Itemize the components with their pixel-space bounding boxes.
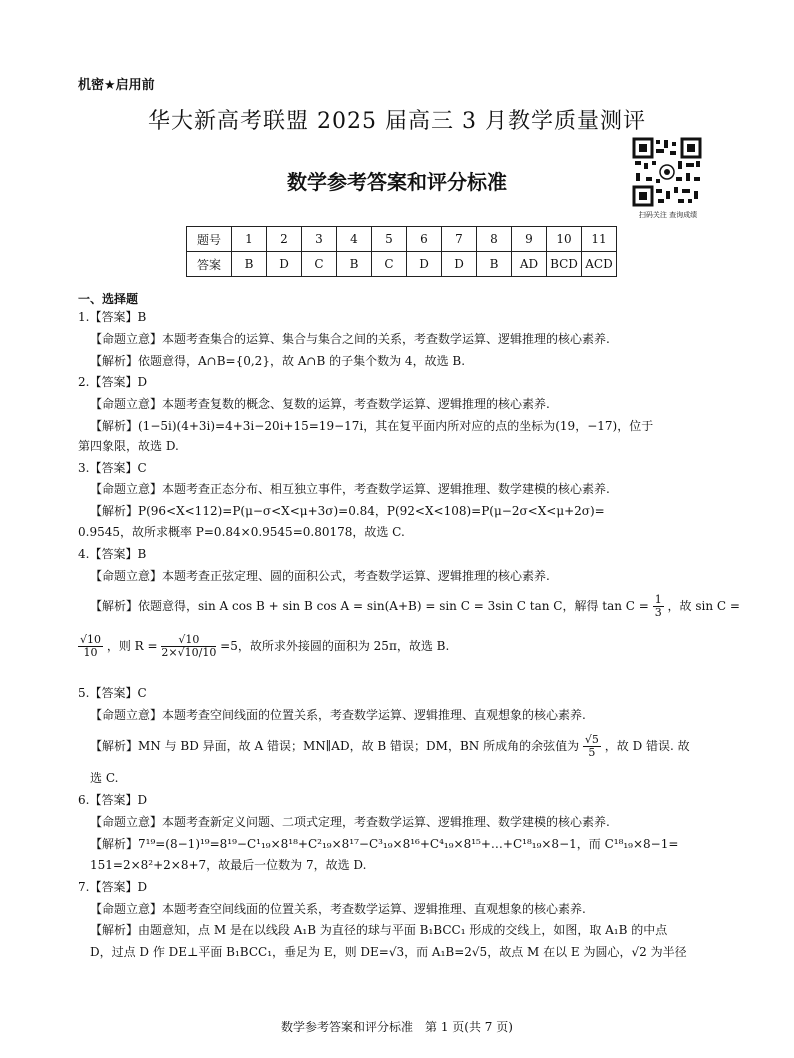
table-cell: D (442, 252, 477, 277)
q5-analysis-text: 【解析】MN 与 BD 异面，故 A 错误；MN∥AD，故 B 错误；DM，BN 所成角的余弦值为 (90, 739, 580, 753)
qr-caption: 扫码关注 查询成绩 (638, 211, 698, 219)
fraction-denominator: 10 (83, 646, 98, 659)
page-footer: 数学参考答案和评分标准 第 1 页(共 7 页) (281, 1020, 513, 1034)
table-cell: 3 (302, 227, 337, 252)
q4-analysis-cont (78, 634, 449, 659)
exam-title: 华大新高考联盟 2025 届高三 3 月教学质量测评 (148, 109, 646, 134)
table-cell: 8 (477, 227, 512, 252)
q5-intent: 【命题立意】本题考查空间线面的位置关系，考查数学运算、逻辑推理、直观想象的核心素养. (90, 708, 586, 722)
q4-analysis-text-tail: ，故 sin C = (667, 599, 740, 613)
fraction-numerator: √10 (80, 633, 102, 646)
fraction (161, 634, 216, 659)
table-cell: BCD (547, 252, 582, 277)
table-cell: B (337, 252, 372, 277)
answer-table-answer-row (187, 252, 617, 277)
q1-intent: 【命题立意】本题考查集合的运算、集合与集合之间的关系，考查数学运算、逻辑推理的核心素养. (90, 332, 610, 346)
fraction (653, 594, 664, 619)
table-cell: AD (512, 252, 547, 277)
q4-analysis-mid: ，则 R = (106, 639, 158, 653)
table-header-cell: 答案 (187, 252, 232, 277)
table-cell: 11 (582, 227, 617, 252)
fraction-denominator: 5 (588, 746, 596, 759)
fraction (78, 634, 103, 659)
table-cell: 4 (337, 227, 372, 252)
q6-analysis: 【解析】7¹⁹=(8−1)¹⁹=8¹⁹−C¹₁₉×8¹⁸+C²₁₉×8¹⁷−C³₁₉×8¹⁶+C⁴₁₉×8¹⁵+…+C¹⁸₁₉×8−1，而 C¹⁸₁₉×8−1= (90, 837, 679, 851)
confidential-label: 机密★启用前 (78, 78, 155, 93)
table-cell: 2 (267, 227, 302, 252)
q7-analysis: 【解析】由题意知，点 M 是在以线段 A₁B 为直径的球与平面 B₁BCC₁ 形成的交线上，如图，取 A₁B 的中点 (90, 923, 668, 937)
table-cell: D (407, 252, 442, 277)
fraction-numerator: 1 (654, 593, 662, 606)
table-cell: 10 (547, 227, 582, 252)
fraction-numerator: √10 (161, 634, 216, 647)
table-header-cell: 题号 (187, 227, 232, 252)
table-cell: B (232, 252, 267, 277)
q4-analysis (90, 594, 740, 619)
q6-answer: 6.【答案】D (78, 793, 148, 807)
table-cell: ACD (582, 252, 617, 277)
q2-analysis: 【解析】(1−5i)(4+3i)=4+3i−20i+15=19−17i，其在复平面内所对应的点的坐标为(19，−17)，位于 (90, 419, 654, 433)
q3-answer: 3.【答案】C (78, 461, 147, 475)
table-cell: D (267, 252, 302, 277)
q7-answer: 7.【答案】D (78, 880, 148, 894)
fraction-denominator: 3 (654, 606, 662, 619)
q6-analysis-cont: 151=2×8²+2×8+7，故最后一位数为 7，故选 D. (90, 858, 367, 872)
q3-analysis: 【解析】P(96<X<112)=P(μ−σ<X<μ+3σ)=0.84，P(92<X<108)=P(μ−2σ<X<μ+2σ)= (90, 504, 605, 518)
fraction-denominator: 2×√10/10 (161, 646, 217, 659)
q1-analysis: 【解析】依题意得，A∩B={0,2}，故 A∩B 的子集个数为 4，故选 B. (90, 354, 466, 368)
q5-analysis-cont: 选 C. (90, 771, 119, 785)
table-cell: 6 (407, 227, 442, 252)
document-subtitle: 数学参考答案和评分标准 (287, 170, 507, 194)
q5-answer: 5.【答案】C (78, 686, 147, 700)
q7-analysis-cont: D，过点 D 作 DE⊥平面 B₁BCC₁，垂足为 E，则 DE=√3，而 A₁B=2√5，故点 M 在以 E 为圆心，√2 为半径 (90, 945, 687, 959)
q1-answer: 1.【答案】B (78, 310, 147, 324)
fraction-numerator: √5 (584, 733, 599, 746)
table-cell: 5 (372, 227, 407, 252)
q2-answer: 2.【答案】D (78, 375, 148, 389)
q4-intent: 【命题立意】本题考查正弦定理、圆的面积公式，考查数学运算、逻辑推理的核心素养. (90, 569, 550, 583)
answer-table-number-row (187, 227, 617, 252)
q7-intent: 【命题立意】本题考查空间线面的位置关系，考查数学运算、逻辑推理、直观想象的核心素养. (90, 902, 586, 916)
answer-table (186, 226, 617, 277)
q4-answer: 4.【答案】B (78, 547, 147, 561)
q5-analysis (90, 734, 690, 759)
q4-analysis-text: 【解析】依题意得，sin A cos B + sin B cos A = sin(A+B) = sin C = 3sin C tan C，解得 tan C = (90, 599, 649, 613)
q4-analysis-tail: =5，故所求外接圆的面积为 25π，故选 B. (220, 639, 450, 653)
table-cell: C (372, 252, 407, 277)
table-cell: C (302, 252, 337, 277)
q3-intent: 【命题立意】本题考查正态分布、相互独立事件，考查数学运算、逻辑推理、数学建模的核心素养. (90, 482, 610, 496)
table-cell: B (477, 252, 512, 277)
q6-intent: 【命题立意】本题考查新定义问题、二项式定理，考查数学运算、逻辑推理、数学建模的核心素养. (90, 815, 610, 829)
qr-code (632, 137, 702, 207)
table-cell: 9 (512, 227, 547, 252)
q2-intent: 【命题立意】本题考查复数的概念、复数的运算，考查数学运算、逻辑推理的核心素养. (90, 397, 550, 411)
fraction (583, 734, 601, 759)
q3-analysis-cont: 0.9545，故所求概率 P=0.84×0.9545=0.80178，故选 C. (78, 525, 405, 539)
section-heading: 一、选择题 (78, 292, 139, 306)
q2-analysis-cont: 第四象限，故选 D. (78, 439, 179, 453)
table-cell: 7 (442, 227, 477, 252)
q5-analysis-tail: ，故 D 错误. 故 (604, 739, 690, 753)
table-cell: 1 (232, 227, 267, 252)
